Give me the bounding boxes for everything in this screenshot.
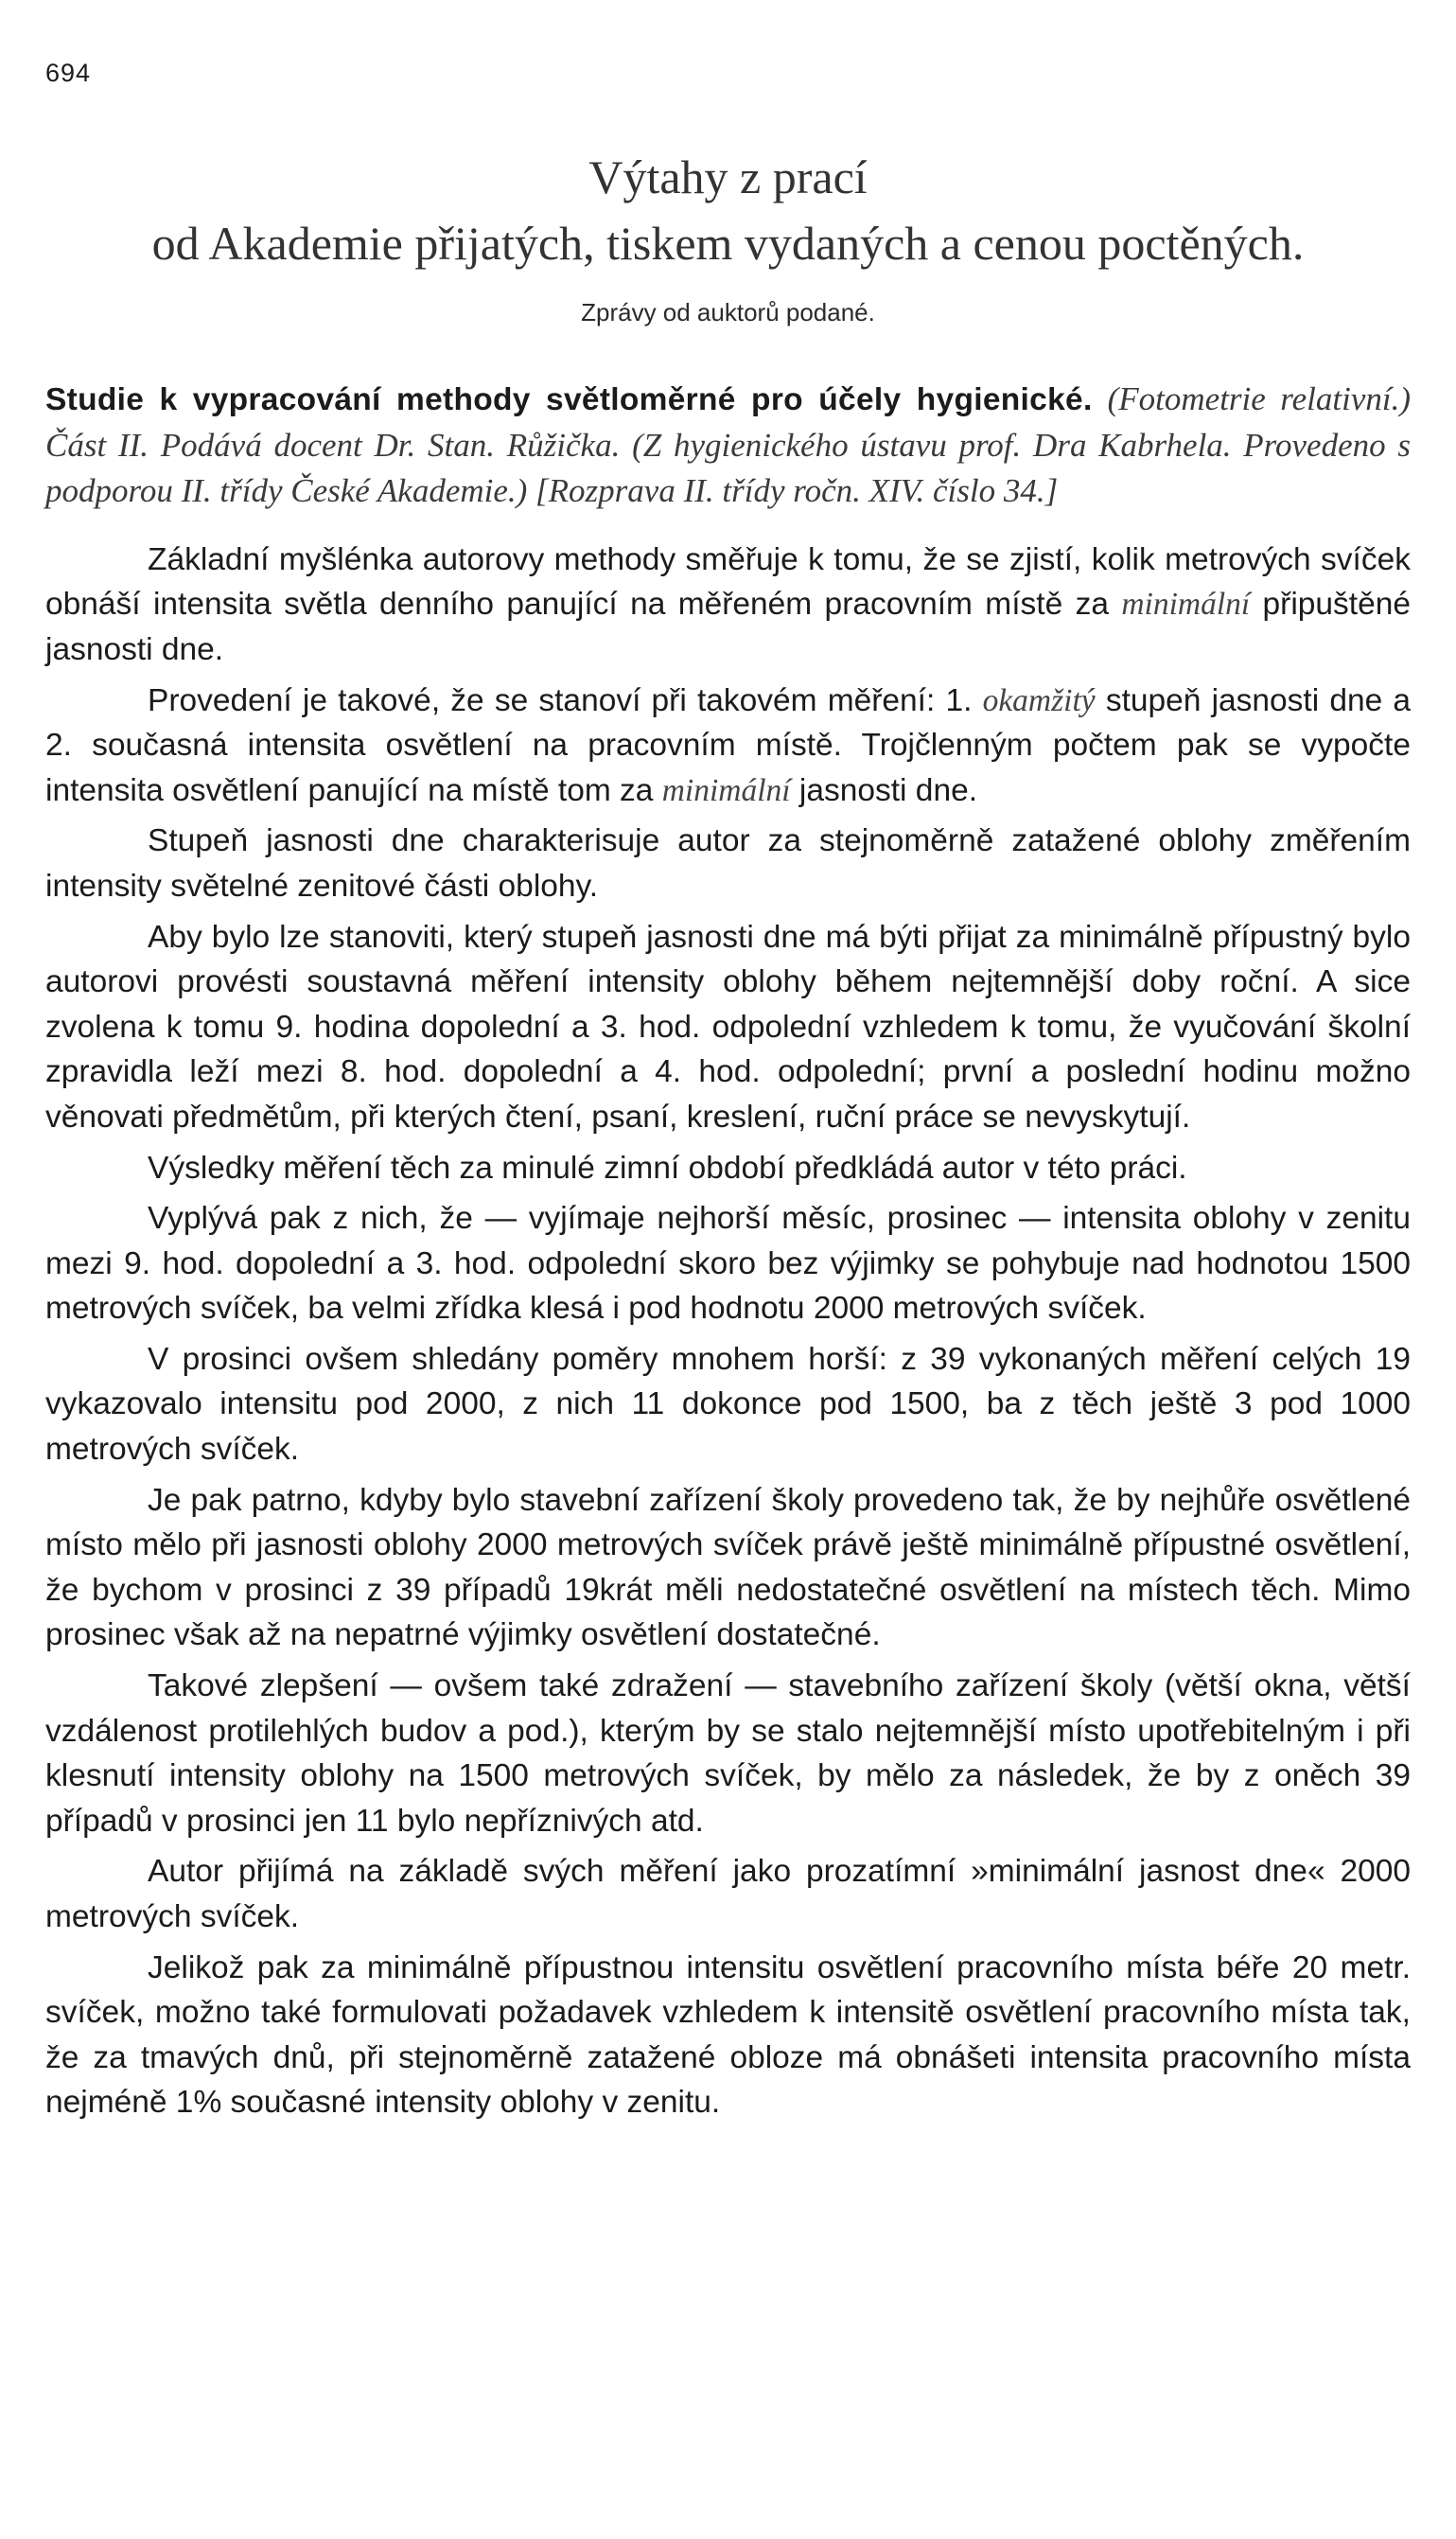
paragraph-1 xyxy=(45,538,1411,673)
paragraph-7: V prosinci ovšem shledány poměry mnohem horší: z 39 vykonaných měření celých 19 vykazovalo intensitu pod 2000, z nich 11 dokonce pod 1500, ba z těch ještě 3 pod 1000 metrových svíček. xyxy=(45,1341,1411,1468)
paragraph-1-text-c: připuštěné jasnosti dne. xyxy=(45,587,1411,667)
paragraph-2-emphasis-2: minimální xyxy=(661,772,791,808)
paragraph-2-text-e: jasnosti dne. xyxy=(790,772,978,808)
paragraph-9: Takové zlepšení — ovšem také zdražení — stavebního zařízení školy (větší okna, větší vzdálenost protilehlých budov a pod.), kterým by se stalo nejtemnější místo upotřebitelným i při klesnutí intensity oblohy na 1500 metrových svíček, by mělo za následek, že by z oněch 39 případů v prosinci jen 11 bylo nepříznivých atd. xyxy=(45,1668,1411,1839)
article-citation xyxy=(45,377,1411,515)
paragraph-2 xyxy=(45,679,1411,814)
article-citation-details: (Fotometrie relativní.) Část II. Podává docent Dr. Stan. Růžička. (Z hygienického ústavu prof. Dra Kabrhela. Provedeno s podporou II. třídy České Akademie.) [Rozprava II. třídy ročn. XIV. číslo 34.] xyxy=(45,380,1411,510)
paragraph-11: Jelikož pak za minimálně přípustnou intensitu osvětlení pracovního místa béře 20 metr. svíček, možno také formulovati požadavek vzhledem k intensitě osvětlení pracovního místa tak, že za tmavých dnů, při stejnoměrně zatažené obloze má obnášeti intensita pracovního místa nejméně 1% současné intensity oblohy v zenitu. xyxy=(45,1949,1411,2121)
article-title: Studie k vypracování methody světloměrné pro účely hygienické. xyxy=(45,382,1093,417)
paragraph-4: Aby bylo lze stanoviti, který stupeň jasnosti dne má býti přijat za minimálně přípustný bylo autorovi provésti soustavná měření intensity oblohy během nejtemnější doby roční. A sice zvolena k tomu 9. hodina dopolední a 3. hod. odpolední vzhledem k tomu, že vyučování školní zpravidla leží mezi 8. hod. dopolední a 4. hod. odpolední; první a poslední hodinu možno věnovati předmětům, při kterých čtení, psaní, kreslení, ruční práce se nevyskytují. xyxy=(45,919,1411,1135)
paragraph-10: Autor přijímá na základě svých měření jako prozatímní »minimální jasnost dne« 2000 metrových svíček. xyxy=(45,1854,1411,1934)
paragraph-1-text-a: Základní myšlénka autorovy methody směřuje k tomu, že se zjistí, kolik metrových svíček obnáší intensita světla denního panující na měřeném pracovním místě za xyxy=(45,541,1411,623)
paragraph-2-text-a: Provedení je takové, že se stanoví při takovém měření: 1. xyxy=(148,682,983,718)
article-paragraphs xyxy=(45,538,1411,2125)
paragraph-5: Výsledky měření těch za minulé zimní období předkládá autor v této práci. xyxy=(148,1150,1187,1186)
section-title-line-1: Výtahy z prací xyxy=(588,150,868,203)
paragraph-2-text-c: stupeň jasnosti dne a 2. současná intensita osvětlení na pracovním místě. Trojčlenným počtem pak se vypočte intensita osvětlení panující na místě tom za xyxy=(45,682,1412,808)
paragraph-8: Je pak patrno, kdyby bylo stavební zařízení školy provedeno tak, že by nejhůře osvětlené místo mělo při jasnosti oblohy 2000 metrových svíček právě ještě minimálně přípustné osvětlení, že bychom v prosinci z 39 případů 19krát měli nedostatečné osvětlení na místech těch. Mimo prosinec však až na nepatrné výjimky osvětlení dostatečné. xyxy=(45,1482,1411,1653)
section-subtitle: Zprávy od auktorů podané. xyxy=(581,298,875,326)
article-body xyxy=(45,377,1411,2131)
paragraph-3: Stupeň jasnosti dne charakterisuje autor za stejnoměrně zatažené oblohy změřením intensity světelné zenitové části oblohy. xyxy=(45,823,1411,904)
paragraph-6: Vyplývá pak z nich, že — vyjímaje nejhorší měsíc, prosinec — intensita oblohy v zenitu mezi 9. hod. dopolední a 3. hod. odpolední skoro bez výjimky se pohybuje nad hodnotou 1500 metrových svíček, ba velmi zřídka klesá i pod hodnotu 2000 metrových svíček. xyxy=(45,1201,1411,1327)
page-number: 694 xyxy=(45,59,92,87)
section-title-line-2: od Akademie přijatých, tiskem vydaných a cenou poctěných. xyxy=(151,217,1305,270)
paragraph-2-emphasis-1: okamžitý xyxy=(982,682,1096,718)
paragraph-1-emphasis: minimální xyxy=(1121,587,1251,623)
